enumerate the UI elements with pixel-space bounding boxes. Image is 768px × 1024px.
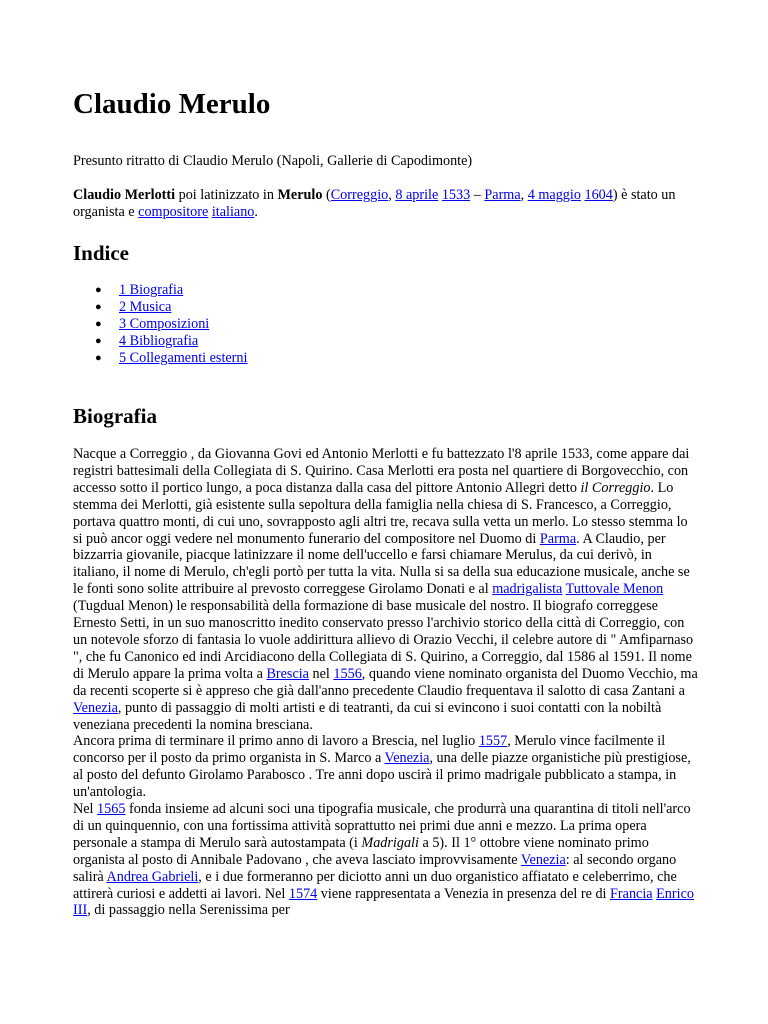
text-run: Ancora prima di terminare il primo anno di lavoro a Brescia, nel luglio	[73, 733, 479, 750]
text-run: Nacque a Correggio , da Giovanna Govi ed Antonio Merlotti e fu battezzato l'8 aprile 1533, come appare dai registri battesimali della Collegiata di S. Quirino. Casa Merlotti era posta nel quartiere di Borgovecchio, con accesso sotto il portico lungo, a poca distanza dalla casa del pittore Antonio Allegri detto	[73, 446, 690, 496]
biografia-heading: Biografia	[73, 404, 157, 428]
intro-paragraph	[73, 187, 698, 221]
link-francia[interactable]: Francia	[610, 885, 653, 902]
text-run: a 5). Il 1° ottobre viene nominato primo organista al posto di Annibale Padovano , che aveva lasciato improvvisamente	[73, 834, 649, 868]
text-run: ,	[520, 187, 528, 203]
link-madrigalista[interactable]: madrigalista	[492, 581, 563, 598]
text-run: , punto di passaggio di molti artisti e di teatranti, da cui si evincono i suoi contatti con la nobiltà veneziana precedenti la nomina bresciana.	[73, 699, 662, 733]
table-of-contents	[73, 282, 247, 366]
toc-item	[73, 282, 247, 299]
text-run: . Lo stemma dei Merlotti, già esistente sulla sepoltura della famiglia nella chiesa di S. Francesco, a Correggio, portava quattro monti, di cui uno, sovrapposto agli altri tre, recava sulla vetta un merlo. Lo stesso stemma lo si può ancor oggi vedere nel monumento funerario del compositore nel Duomo di	[73, 479, 688, 547]
link-venezia[interactable]: Venezia	[384, 750, 430, 767]
link-parma[interactable]: Parma	[484, 187, 521, 203]
link-1604[interactable]: 1604	[584, 187, 613, 203]
text-run: ) è stato un organista e	[73, 187, 676, 220]
image-caption: Presunto ritratto di Claudio Merulo (Napoli, Gallerie di Capodimonte)	[73, 153, 473, 169]
link-1574[interactable]: 1574	[288, 885, 318, 902]
bullet-icon: ●	[95, 284, 102, 296]
bullet-icon: ●	[95, 351, 102, 364]
text-run: , quando viene nominato organista del Duomo Vecchio, ma da recenti scoperte si è appreso che già dall'anno precedente Claudio frequentava il salotto di casa Zantani a	[73, 665, 698, 699]
text-run: Nel	[73, 801, 98, 818]
text-run: ,	[388, 187, 396, 203]
link-enrico-iii[interactable]: Enrico III	[73, 885, 694, 919]
bullet-icon: ●	[95, 317, 102, 330]
text-run: , Merulo vince facilmente il concorso per il posto da primo organista in S. Marco a	[73, 733, 666, 767]
toc-item	[73, 333, 247, 350]
toc-link-biografia[interactable]: 1 Biografia	[119, 282, 184, 298]
subject-latin-name: Merulo	[277, 187, 323, 203]
page-title: Claudio Merulo	[73, 88, 271, 120]
text-run: poi latinizzato in	[175, 187, 278, 203]
toc-link-musica[interactable]: 2 Musica	[119, 298, 172, 315]
toc-item	[73, 350, 247, 367]
link-venezia[interactable]: Venezia	[520, 851, 566, 868]
text-run: (Tugdual Menon) le responsabilità della formazione di base musicale del nostro. Il biografo correggese Ernesto Setti, in un suo manoscritto inedito conservato presso l'archivio storico della città di Correggio, con un notevole sforzo di fantasia lo vuole addirittura allievo di Orazio Vecchi, il celebre autore di " Amfiparnaso ", che fu Canonico ed indi Arcidiacono della Collegiata di S. Quirino, a Correggio, dal 1586 al 1591. Il nome di Merulo appare la prima volta a	[73, 598, 694, 682]
link-parma-bio[interactable]: Parma	[539, 530, 577, 547]
link-italiano[interactable]: italiano	[211, 203, 255, 220]
link-tuttovale-menon[interactable]: Tuttovale Menon	[565, 581, 664, 598]
italic-text: Madrigali	[361, 834, 419, 851]
bullet-icon: ●	[95, 300, 102, 313]
toc-item	[73, 299, 247, 316]
text-run: nel	[308, 665, 334, 682]
bullet-icon: ●	[95, 334, 102, 347]
toc-link-collegamenti-esterni[interactable]: 5 Collegamenti esterni	[119, 349, 248, 366]
text-run: (	[322, 187, 331, 203]
link-andrea-gabrieli[interactable]: Andrea Gabrieli	[106, 868, 199, 885]
link-venezia[interactable]: Venezia	[73, 699, 118, 716]
text-run: .	[254, 203, 258, 220]
text-run: : al secondo organo salirà	[73, 851, 677, 885]
toc-item	[73, 316, 247, 333]
link-brescia[interactable]: Brescia	[266, 665, 309, 682]
text-run: , di passaggio nella Serenissima per	[87, 902, 290, 919]
link-1556[interactable]: 1556	[333, 665, 362, 682]
subject-name: Claudio Merlotti	[73, 187, 176, 203]
text-run: , una delle piazze organistiche più prestigiose, al posto del defunto Girolamo Parabosco . Tre anni dopo uscirà il primo madrigale pubblicato a stampa, in un'antologia.	[73, 750, 691, 801]
text-run: viene rappresentata a Venezia in presenza del re di	[317, 885, 611, 902]
link-1565[interactable]: 1565	[97, 801, 126, 818]
italic-text: il Correggio	[580, 479, 651, 496]
link-8-aprile[interactable]: 8 aprile	[395, 187, 439, 203]
link-correggio[interactable]: Correggio	[330, 187, 389, 203]
text-run: , e i due formeranno per diciotto anni un duo organistico affiatato e celeberrimo, che attirerà curiosi e addetti ai lavori. Nel	[73, 868, 677, 902]
text-run: fonda insieme ad alcuni soci una tipografia musicale, che produrrà una quarantina di titoli nell'arco di un quinquennio, con una fortissima attività soprattutto nei primi due anni e mezzo. La prima opera personale a stampa di Merulo sarà autostampata (i	[73, 801, 691, 851]
link-1533[interactable]: 1533	[441, 187, 471, 203]
text-run: . A Claudio, per bizzarria giovanile, piacque latinizzare il nome dell'uccello e farsi chiamare Merulus, da cui derivò, in italiano, il nome di Merulo, ch'egli portò per tutta la vita. Nulla si sa della sua educazione musicale, anche se le fonti sono solite attribuire al prevosto correggese Girolamo Donati e al	[73, 530, 690, 598]
text-run: –	[470, 187, 485, 203]
link-1557[interactable]: 1557	[478, 733, 508, 750]
toc-link-composizioni[interactable]: 3 Composizioni	[119, 315, 210, 332]
biografia-body	[73, 446, 698, 919]
toc-link-bibliografia[interactable]: 4 Bibliografia	[119, 332, 199, 349]
link-4-maggio[interactable]: 4 maggio	[527, 187, 581, 203]
link-compositore[interactable]: compositore	[138, 203, 209, 220]
index-heading: Indice	[73, 241, 130, 265]
